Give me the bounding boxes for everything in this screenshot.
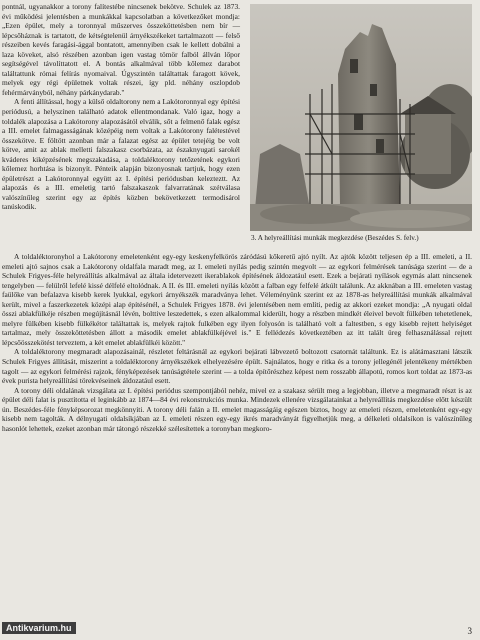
- paragraph: A toldaléktoronyhol a Lakótorony emeletenként egy-egy keskenyfelkörös záródású kőkeretű ajtó nyílt. Az ajtók között teljesen ép a III. emeleti, a II. emeleti ajtó sajnos csak a Lakótorony oldalfala maradt meg, az I. emeleti nyílás pedig szintén megvolt — az egykori felmérések tanúsága szerint — de a Schulek Frigyes-féle helyreállítás alkalmával az általa idetervezett ikerablakok építésének áldozatául esett. Ezek a bejárati nyílások egymás alatt nincsenek tengelyben — felülről lefelé kissé délfelé eltolódnak. A II. és III. emeleti nyílás között a falban egy felfelé átkúlt találunk. Az akknában a III. emeleten vastag faülőke van befalazva kisebb kerek lyukkal, egykori árnyékszék maradványa lehet. Véleményünk szerint ez az 1878-as helyreállítási munkák alkalmával került, mivel a faszerkezetek középi alap építésénél, a Schulek Frigyes 1878. évi jelentésében nem említi, pedig az akkori ezeket mondja: „A nyugati oldal összi ablakfülkéje részben megújításnál lévén, bolttive leszedettek, s ezen alkalommal kiderült, hogy a részben mindkét éleivel bevolt fülkében tehetetlenek, melyre fülkében kisebb fülkékétor találtattak is, melyek rajtok fulkében egy ilyen folyosón is található volt a faltestben, s egy kisebb rejtett helyiséget tartalmaz, mely összeköttetésben állott a második emelet ablakfülkéjével is." E fellédezés következtében az itt talált üreg felhasználással rejtett lépcsőösszekötést terveztem, a két emelet ablakfülkéi között.": [2, 252, 472, 347]
- paragraph: A fenti állítással, hogy a külső oldaltorony nem a Lakótoronnyal egy építési periódusú, a helyszínen található adatok ellentmondanak. Való igaz, hogy a toldalék alapozása a Lakótorony alapozásától elválik, sőt a felmenő falak egész a III. emelet falmagasságának középéig nem voltak a Lakótorony falétestével összekötve. E föltött azonban már a falazat egész az épület tetejéig be volt kötve, amit az ablak melletti falszakasz csorbázata, az északnyugati sarokél kváderes kiképzésének megszakadása, a toldaléktorony tetőzetének egykori kőlemez horhtása is bizonyít. Pénteik alapján bizonyosnak tartjuk, hogy ezen épületrészt a Lakótoronnyal együtt az I. építési periódusban kelezteztt. Az alapozás és a III. emeletig tartó falszakaszok falvarratának szétválasa valószínűleg szerint egy az építés közben bekövetkezett termodisárol tanúskodik.: [2, 97, 240, 212]
- photo-caption: 3. A helyreállítási munkák megkezdése (Beszédes S. felv.): [251, 234, 419, 242]
- paragraph: pontnál, ugyanakkor a torony falítestébe nincsenek bekötve. Schulek az 1873. évi működési jelentésben a munkákkal kapcsolatban a következőket mondja: „Ezen épület, mely a toronnyal műszerves összeköttetésben nem bír — lépcsőháznak is tartatott, de kétségtelenül árnyékszékeket tartalmazott — felső részeiben kevés faragási-ággal bontatott, amennyiben csak le kellett dobálni a laza köveket, alsó részében azonban igen vastag tömör falból állván lőpor segítségével távolíttatott el. A bontás alkalmával több kőlemez darabot találtattunk római felírás nyomaival. Úgyszintén találtattak faragott kövek, melyek egy régi épületnek voltak részei, így pld. néhány oszlopdob fehérmárványból, néhány párkánydarab.": [2, 2, 240, 97]
- paragraph: A torony déli oldalának vizsgálata az I. építési periódus szempontjából nehéz, mivel ez a szakasz sérült meg a legjobban, illetve a megmaradt részt is az épület déli falat is pusztította el leginkább az 1874—84 évi rekonstrukciós munka. Mindezek ellenére vizsgálatainkat a helyreállítás megkezdése előtt készült ún. Beszédes-féle fényképsorozat megkönnyíti. A torony déli falán a II. emelet magasságáig egészen biztos, hogy az emeleti részen, emeletenként egy-egy kisebb nem tagolták. A délnyugati oldalsíkjában az I. emeleti részen egy-egy ikrés maradványát figyelhetjük meg, a délkeleti oldalsíkon is valószínűleg hasonlót lehettek, ezeket azonban már tátongó részekké szélesítettek a toronyban megkoro-: [2, 385, 472, 433]
- page-number: 3: [467, 626, 472, 636]
- left-column: [2, 2, 240, 212]
- watermark-logo: Antikvarium.hu: [2, 622, 76, 634]
- full-width-text: [2, 252, 472, 433]
- castle-tower-photo: [250, 4, 472, 231]
- paragraph: A toldaléktorony megmaradt alapozásainál, részletet feltárásnál az egykori bejárati lábvezető boltozott csatornát találtunk. Ez is alátámasztani látszik Schulek Frigyes állítását, miszerint a toldaléktorony árnyékszékek elhelyezésére épült. Sajnálatos, hogy e ritka és a torony jellegénél jelentékeny mértékben tagolt — az egykori felmérési rajzok, fényképezések tanúságtétele szerint — a tolda építőrészhez képest nem rosszabb állapotú, romos kort toldat az 1873-as évek purista helyreállítási törekvéseinek áldozatául esett.: [2, 347, 472, 386]
